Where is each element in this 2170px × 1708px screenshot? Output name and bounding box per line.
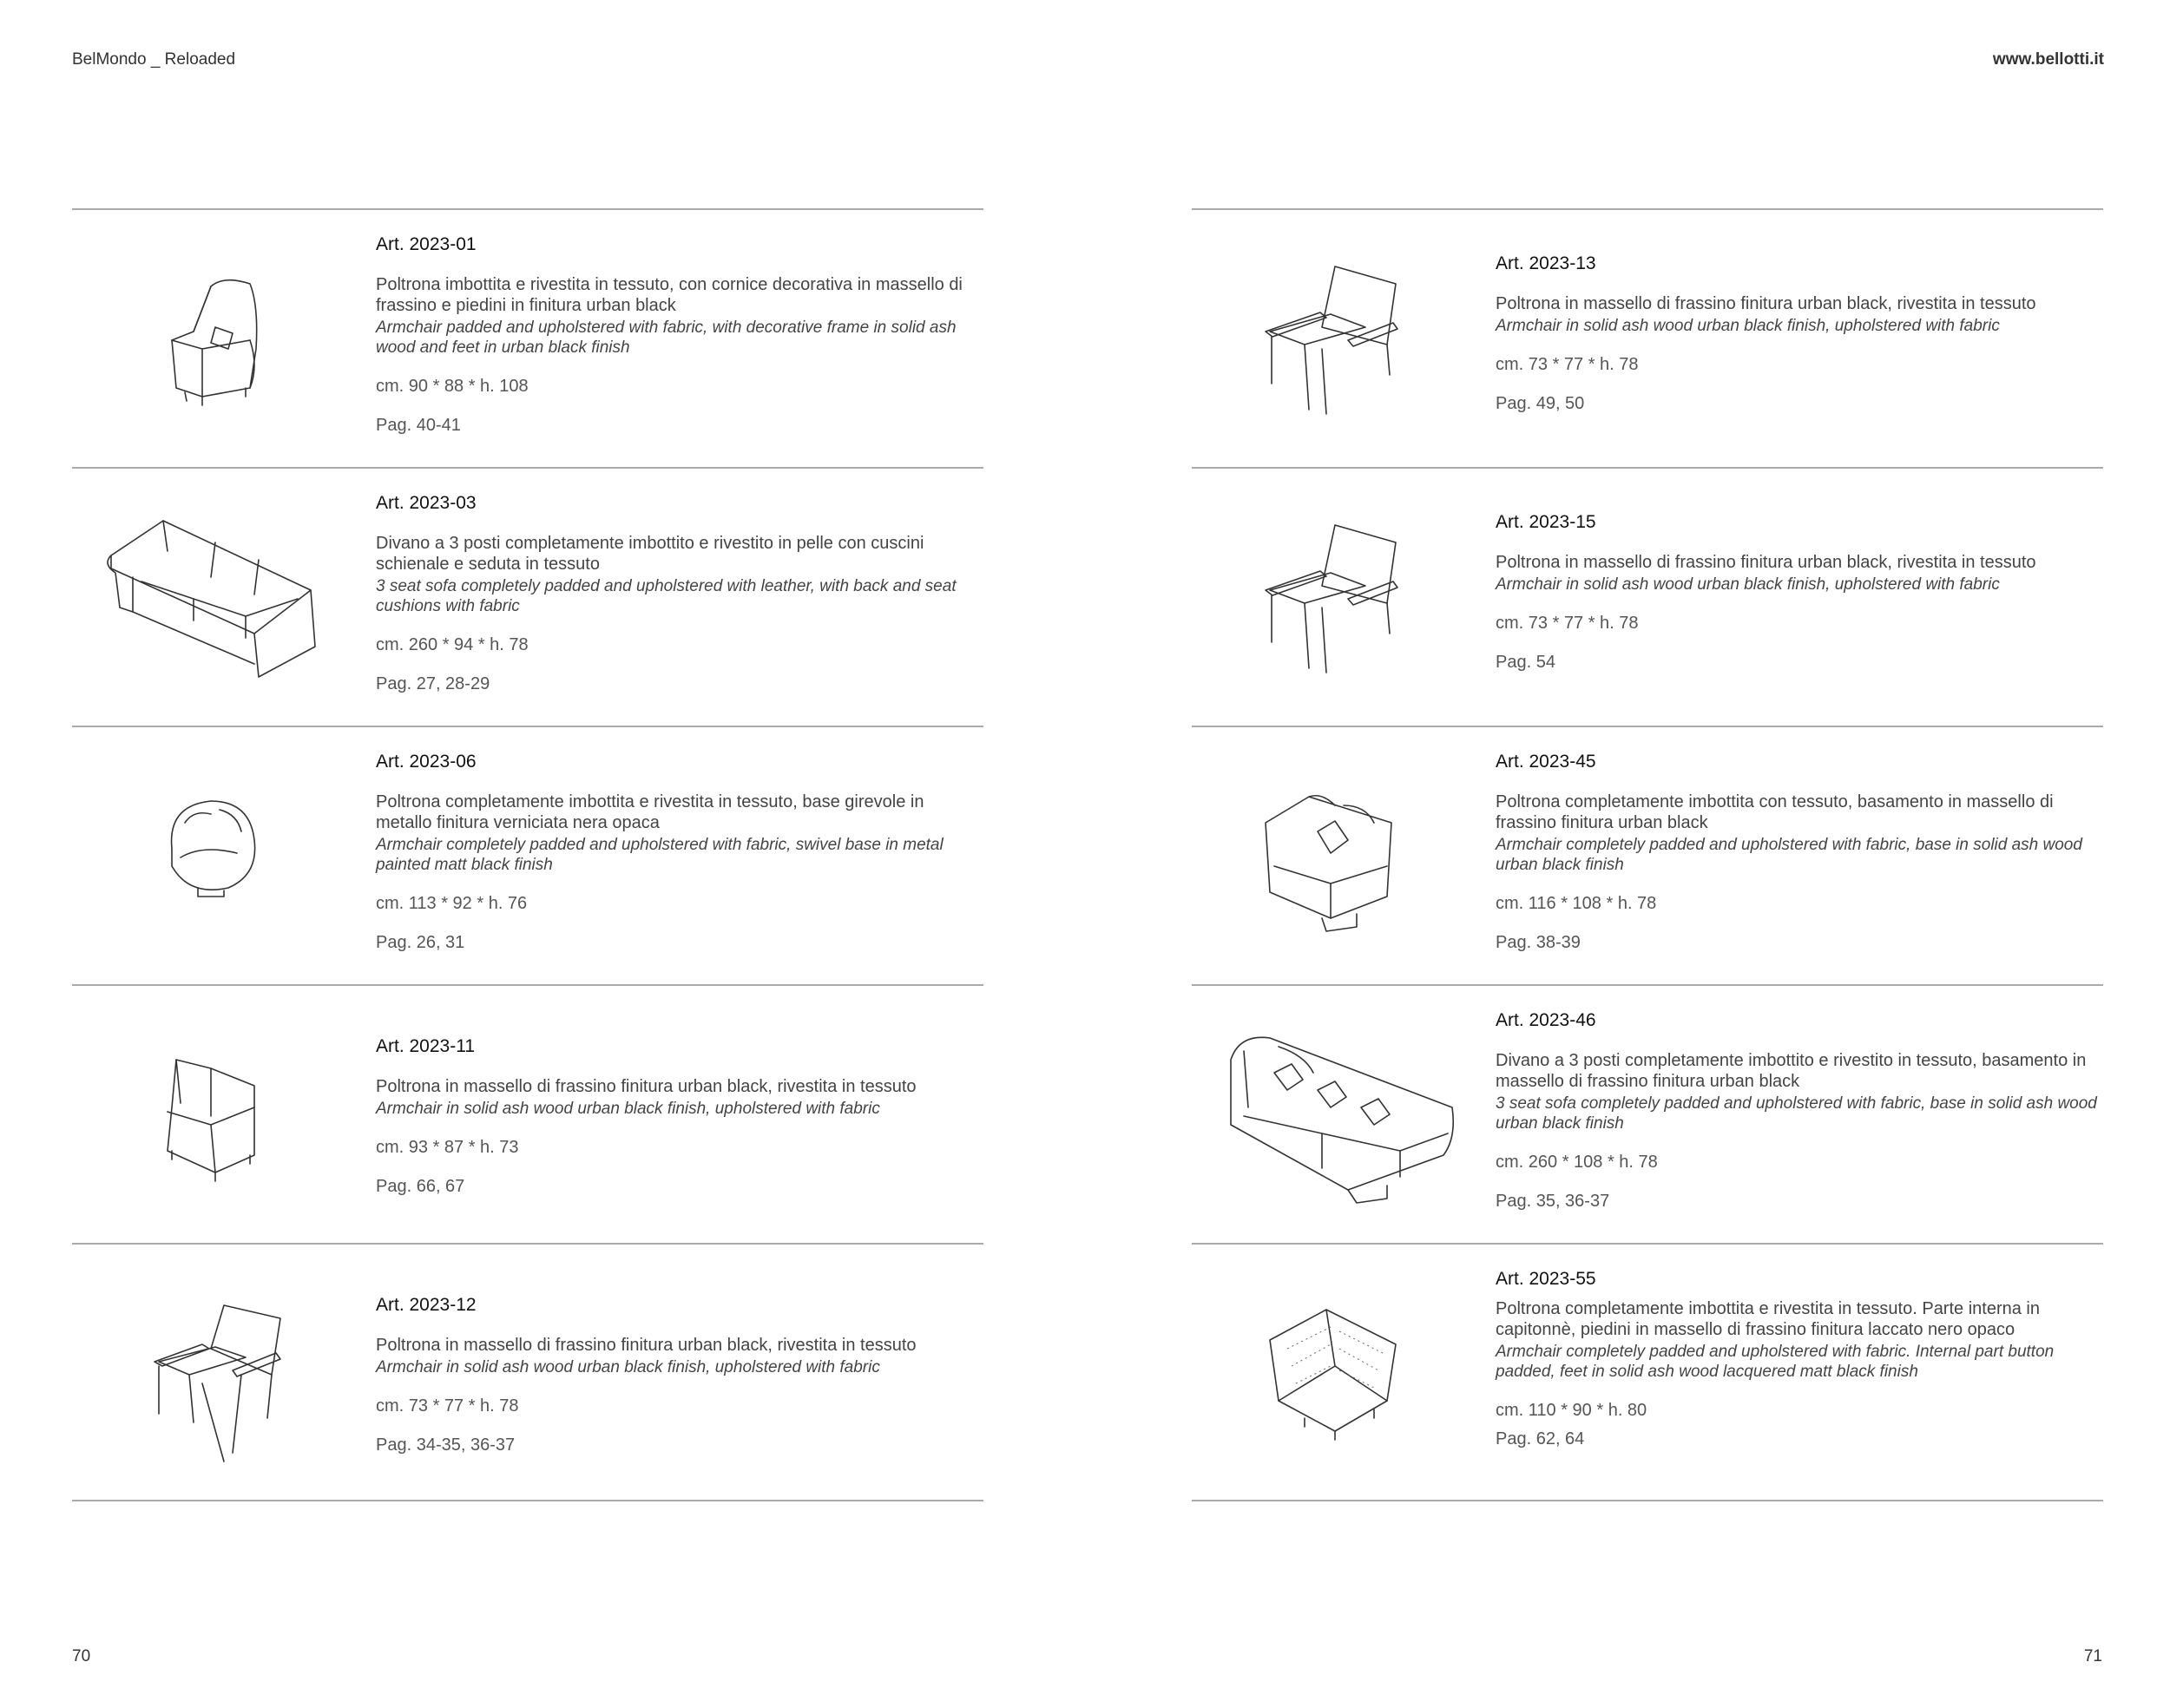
description-en: Armchair in solid ash wood urban black finish, upholstered with fabric [1496,317,2000,335]
article-number: Art. 2023-45 [1496,752,1596,772]
description-it: Poltrona completamente imbottita con tessuto, basamento in massello di frassino finitura urban black [1496,792,2054,832]
product-entry [1192,984,2103,1243]
product-entry [72,467,983,726]
article-number: Art. 2023-15 [1496,512,1596,532]
armchair-wood-frame-icon [1192,469,1496,726]
dimensions: cm. 73 * 77 * h. 78 [1496,355,1639,374]
armchair-wood-frame-icon [72,1245,376,1501]
description-en: 3 seat sofa completely padded and upholstered with fabric, base in solid ash wood urban black finish [1496,1094,2097,1133]
description-it: Poltrona completamente imbottita e rivestita in tessuto. Parte interna in capitonnè, piedini in massello di frassino finitura laccato nero opaco [1496,1299,2040,1339]
page-reference: Pag. 62, 64 [1496,1429,1585,1449]
article-number: Art. 2023-55 [1496,1269,1596,1289]
dimensions: cm. 73 * 77 * h. 78 [1496,614,1639,633]
dimensions: cm. 260 * 94 * h. 78 [376,635,529,654]
article-number: Art. 2023-11 [376,1036,476,1056]
dimensions: cm. 113 * 92 * h. 76 [376,894,528,913]
armchair-box-icon [72,986,376,1243]
product-entry [1192,1243,2103,1501]
page-reference: Pag. 27, 28-29 [376,674,490,693]
article-number: Art. 2023-46 [1496,1010,1596,1030]
page-reference: Pag. 38-39 [1496,933,1581,952]
description-it: Divano a 3 posti completamente imbottito e rivestito in pelle con cuscini schienale e seduta in tessuto [376,534,924,574]
page-reference: Pag. 66, 67 [376,1177,465,1196]
description-it: Divano a 3 posti completamente imbottito e rivestito in tessuto, basamento in massello di frassino finitura urban black [1496,1051,2087,1091]
description-en: Armchair completely padded and upholstered with fabric, swivel base in metal painted matt black finish [376,836,944,874]
left-column [72,208,983,1501]
description-it: Poltrona in massello di frassino finitura urban black, rivestita in tessuto [1496,294,2036,313]
description-it: Poltrona in massello di frassino finitura urban black, rivestita in tessuto [1496,553,2036,572]
description-en: Armchair in solid ash wood urban black finish, upholstered with fabric [1496,575,2000,594]
dimensions: cm. 116 * 108 * h. 78 [1496,894,1657,913]
sofa-3-seat-icon [72,469,376,726]
dimensions: cm. 93 * 87 * h. 73 [376,1138,519,1157]
product-entry [1192,208,2103,467]
right-column [1192,208,2103,1501]
armchair-shell-icon [72,727,376,984]
article-number: Art. 2023-06 [376,752,477,772]
product-entry [72,208,983,467]
armchair-wingback-icon [72,210,376,467]
description-en: Armchair in solid ash wood urban black finish, upholstered with fabric [376,1100,880,1118]
product-entry [1192,467,2103,726]
page-reference: Pag. 49, 50 [1496,394,1585,413]
description-it: Poltrona completamente imbottita e rivestita in tessuto, base girevole in metallo finitura verniciata nera opaca [376,792,924,832]
description-en: 3 seat sofa completely padded and upholstered with leather, with back and seat cushions with fabric [376,577,957,615]
page-number-left: 70 [72,1647,91,1665]
product-entry [72,984,983,1243]
product-entry [72,726,983,984]
description-en: Armchair completely padded and upholstered with fabric, base in solid ash wood urban black finish [1496,836,2082,874]
page-reference: Pag. 34-35, 36-37 [376,1435,516,1455]
dimensions: cm. 73 * 77 * h. 78 [376,1396,519,1416]
article-number: Art. 2023-13 [1496,253,1596,273]
product-entry [1192,726,2103,984]
dimensions: cm. 260 * 108 * h. 78 [1496,1153,1658,1172]
page-reference: Pag. 26, 31 [376,933,465,952]
product-entry [72,1243,983,1501]
dimensions: cm. 110 * 90 * h. 80 [1496,1401,1647,1420]
description-en: Armchair completely padded and upholstered with fabric. Internal part button padded, feet in solid ash wood lacquered matt black finish [1496,1343,2055,1381]
sofa-cushioned-icon [1192,986,1496,1243]
description-it: Poltrona in massello di frassino finitura urban black, rivestita in tessuto [376,1077,917,1096]
description-en: Armchair in solid ash wood urban black finish, upholstered with fabric [376,1358,880,1376]
article-number: Art. 2023-03 [376,493,477,513]
article-number: Art. 2023-01 [376,234,477,254]
armchair-capitonne-icon [1192,1245,1496,1501]
description-it: Poltrona imbottita e rivestita in tessuto, con cornice decorativa in massello di frassino e piedini in finitura urban black [376,275,963,315]
article-number: Art. 2023-12 [376,1295,477,1315]
page-number-right: 71 [2083,1647,2102,1665]
armchair-wood-frame-icon [1192,210,1496,467]
dimensions: cm. 90 * 88 * h. 108 [376,377,529,396]
description-en: Armchair padded and upholstered with fabric, with decorative frame in solid ash wood and feet in urban black finish [376,319,957,357]
page-reference: Pag. 54 [1496,653,1555,672]
armchair-cushioned-icon [1192,727,1496,984]
page-reference: Pag. 40-41 [376,416,461,435]
page-reference: Pag. 35, 36-37 [1496,1192,1610,1211]
catalog-title: BelMondo _ Reloaded [72,50,236,69]
website-link[interactable]: www.bellotti.it [1992,50,2104,69]
description-it: Poltrona in massello di frassino finitura urban black, rivestita in tessuto [376,1336,917,1355]
